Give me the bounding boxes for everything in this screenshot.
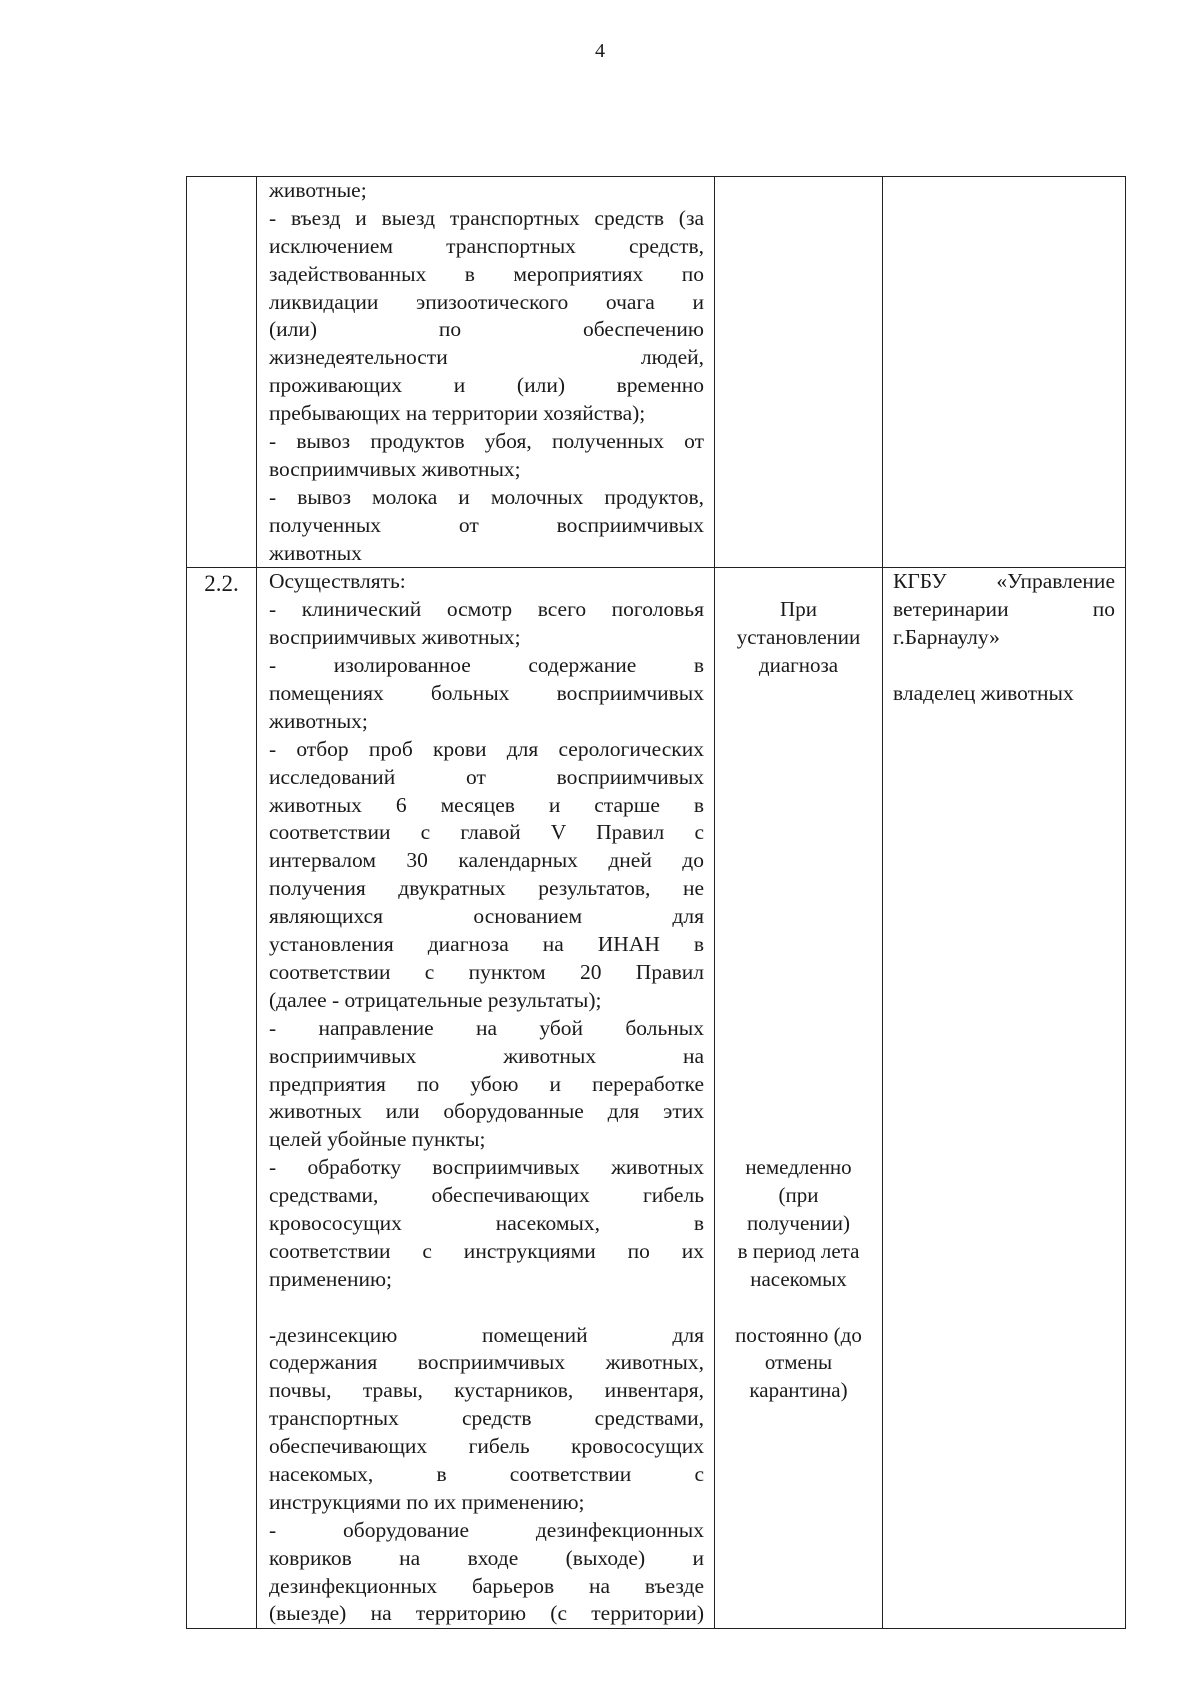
term-text-2-2 (715, 568, 882, 1405)
term-text-line (715, 736, 882, 764)
table-row-continuation (187, 177, 1126, 568)
action-text-line: восприимчивых животных; (269, 456, 521, 481)
responsible-text-line: владелец животных (893, 681, 1074, 706)
action-text-line: -дезинсекцию помещений для (269, 1322, 704, 1347)
term-text-line: (при (778, 1183, 819, 1208)
action-text-line: (или) по обеспечению (269, 317, 704, 342)
term-text-line (715, 959, 882, 987)
action-text-line: соответствии с главой V Правил с (269, 820, 704, 845)
term-text-line (715, 847, 882, 875)
page-number: 4 (595, 40, 605, 62)
action-text-line: - отбор проб крови для серологических (269, 736, 704, 761)
action-text-continuation (269, 177, 704, 567)
term-text-line: карантина) (749, 1378, 848, 1403)
term-text-line: в период лета (737, 1238, 860, 1263)
term-cell (715, 568, 883, 1629)
action-text-line: соответствии с инструкциями по их (269, 1238, 704, 1263)
action-text-line: задействованных в мероприятиях по (269, 261, 704, 286)
action-text-line: жизнедеятельности людей, (269, 345, 704, 370)
action-text-line: ковриков на входе (выходе) и (269, 1545, 704, 1570)
action-text-line: кровососущих насекомых, в (269, 1210, 704, 1235)
term-text-line (715, 1126, 882, 1154)
action-text-line: обеспечивающих гибель кровососущих (269, 1434, 704, 1459)
action-text-line: животных или оборудованные для этих (269, 1099, 704, 1124)
responsible-cell (883, 177, 1126, 568)
action-text-line: - оборудование дезинфекционных (269, 1517, 704, 1542)
term-text-line (715, 708, 882, 736)
document-table-wrapper (186, 176, 1125, 1629)
action-text-line: (далее - отрицательные результаты); (269, 987, 602, 1012)
action-text-line: животных; (269, 708, 368, 733)
action-text-line: восприимчивых животных на (269, 1043, 704, 1068)
action-text-line: исследований от восприимчивых (269, 764, 704, 789)
table-row-2-2 (187, 568, 1126, 1629)
action-text-line: - вывоз продуктов убоя, полученных от (269, 429, 704, 454)
action-text-line: - клинический осмотр всего поголовья (269, 597, 704, 622)
action-text-line: содержания восприимчивых животных, (269, 1350, 704, 1375)
action-text-line: восприимчивых животных; (269, 625, 521, 650)
action-text-line: пребывающих на территории хозяйства); (269, 401, 646, 426)
action-text-line: Осуществлять: (269, 569, 406, 594)
term-text-line (715, 764, 882, 792)
action-text-line: полученных от восприимчивых (269, 512, 704, 537)
action-cell (257, 177, 715, 568)
term-text-line: отмены (764, 1350, 833, 1375)
action-text-line: животные; (269, 178, 367, 202)
action-text-line: почвы, травы, кустарников, инвентаря, (269, 1378, 704, 1403)
action-text-line: насекомых, в соответствии с (269, 1461, 704, 1486)
term-cell (715, 177, 883, 568)
action-text-line: целей убойные пункты; (269, 1127, 486, 1152)
term-text-line: постоянно (до (735, 1322, 862, 1347)
action-text-2-2 (269, 568, 704, 1628)
action-text-line: средствами, обеспечивающих гибель (269, 1183, 704, 1208)
action-text-line: ликвидации эпизоотического очага и (269, 289, 704, 314)
action-text-line: - обработку восприимчивых животных (269, 1155, 704, 1180)
responsible-text-line: г.Барнаулу» (893, 625, 1000, 650)
action-text-line: применению; (269, 1266, 393, 1291)
action-text-line (269, 1294, 704, 1322)
responsible-cell (883, 568, 1126, 1629)
action-text-line: проживающих и (или) временно (269, 373, 704, 398)
row-number-cell: 2.2. (187, 568, 257, 1629)
term-text-line (715, 875, 882, 903)
action-text-line: (выезде) на территорию (с территории) (269, 1601, 704, 1626)
action-text-line: исключением транспортных средств, (269, 233, 704, 258)
term-text-line (715, 903, 882, 931)
term-text-line (715, 568, 882, 596)
term-text-line (715, 1043, 882, 1071)
action-text-line: - направление на убой больных (269, 1015, 704, 1040)
responsible-text-2-2 (893, 568, 1115, 707)
term-text-line (715, 1015, 882, 1043)
term-text-line: При (780, 597, 817, 622)
action-text-line: дезинфекционных барьеров на въезде (269, 1573, 704, 1598)
action-text-line: инструкциями по их применению; (269, 1489, 585, 1514)
action-text-line: помещениях больных восприимчивых (269, 681, 704, 706)
action-text-line: транспортных средств средствами, (269, 1406, 704, 1431)
term-text-line (715, 931, 882, 959)
term-text-line (715, 1294, 882, 1322)
term-text-line (715, 1098, 882, 1126)
responsible-text-line: ветеринарии по (893, 597, 1115, 622)
action-text-line: - изолированное содержание в (269, 653, 704, 678)
action-text-line: установления диагноза на ИНАН в (269, 932, 704, 957)
action-text-line: - вывоз молока и молочных продуктов, (269, 484, 704, 509)
term-text-line (715, 792, 882, 820)
action-text-line: являющихся основанием для (269, 904, 704, 929)
term-text-line (715, 819, 882, 847)
responsible-text-line (893, 652, 1115, 680)
action-text-line: животных (269, 540, 362, 565)
measures-table (186, 176, 1126, 1629)
action-text-line: соответствии с пунктом 20 Правил (269, 959, 704, 984)
term-text-line (715, 680, 882, 708)
action-text-line: - въезд и выезд транспортных средств (за (269, 205, 704, 230)
action-text-line: предприятия по убою и переработке (269, 1071, 704, 1096)
term-text-line: диагноза (758, 653, 839, 678)
action-text-line: получения двукратных результатов, не (269, 876, 704, 901)
term-text-line: получении) (746, 1210, 851, 1235)
action-text-line: интервалом 30 календарных дней до (269, 848, 704, 873)
responsible-text-line: КГБУ «Управление (893, 569, 1115, 594)
action-cell (257, 568, 715, 1629)
term-text-line (715, 987, 882, 1015)
action-text-line: животных 6 месяцев и старше в (269, 792, 704, 817)
term-text-line: установлении (736, 625, 861, 650)
term-text-line: насекомых (750, 1266, 847, 1291)
row-number-cell (187, 177, 257, 568)
term-text-line: немедленно (745, 1155, 852, 1180)
term-text-line (715, 1071, 882, 1099)
